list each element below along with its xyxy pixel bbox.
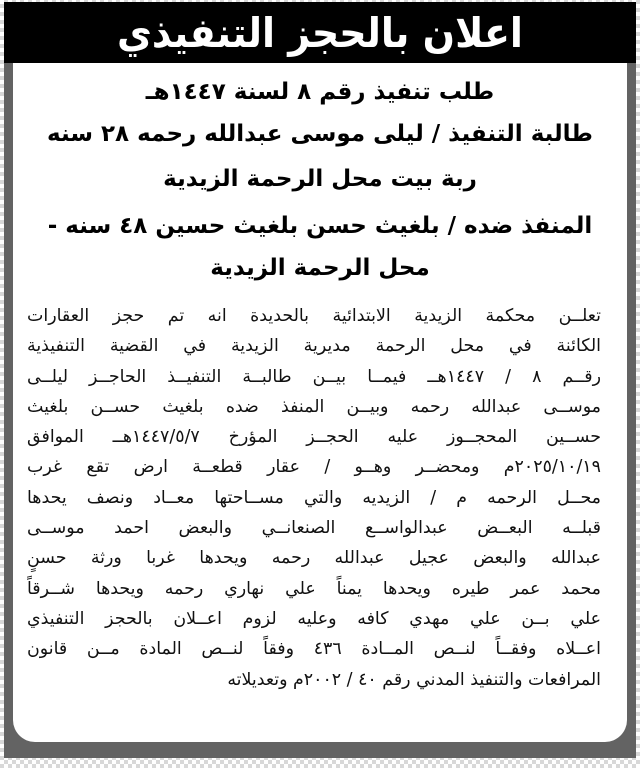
notice-title: اعلان بالحجز التنفيذي <box>117 8 523 57</box>
body-line: محــل الرحمه م / الزيديه والتي مســاحتها معــاد ونصف يحدها <box>27 487 601 508</box>
body-line: ٢٠٢٥/١٠/١٩م ومحضــر وهــو / عقار قطعــة ارض تقع غرب <box>27 457 601 478</box>
headline-applicant: طالبة التنفيذ / ليلى موسى عبدالله رحمه ٢٨ سنه <box>47 121 593 147</box>
body-line: تعلــن محكمة الزيدية الابتدائية بالحديدة انه تم حجز العقارات <box>27 306 601 326</box>
notice-body <box>27 301 601 695</box>
body-line: حســين المحجــوز عليه الحجــز المؤرخ ١٤٤٧/٥/٧هــ الموافق <box>27 427 601 448</box>
headline-execution-request: طلب تنفيذ رقم ٨ لسنة ١٤٤٧هـ <box>145 79 495 105</box>
body-line: عبدالله والبعض عجيل عبدالله رحمه ويحدها غربا ورثة حسنٍ <box>27 548 601 569</box>
body-line: اعــلاه وفقــاً لنــص المــادة ٤٣٦ وفقاً لنــص المادة مــن قانون <box>27 639 601 660</box>
body-line: رقــم ٨ / ١٤٤٧هــ فيمــا بيــن طالبــة التنفيــذ الحاجــز ليلــى <box>27 366 601 387</box>
body-line: موســى عبدالله رحمه وبيــن المنفذ ضده بلغيث حســن بلغيث <box>27 396 601 417</box>
headline-applicant-occupation: ربة بيت محل الرحمة الزيدية <box>163 166 477 192</box>
notice-panel <box>13 63 627 742</box>
body-line: علي بــن علي مهدي كافه وعليه لزوم اعــلان بالحجز التنفيذي <box>27 608 601 629</box>
headline-defendant: المنفذ ضده / بلغيث حسن بلغيث حسين ٤٨ سنه - <box>47 213 593 239</box>
headline-defendant-address: محل الرحمة الزيدية <box>210 255 430 281</box>
body-line: محمد عمر طيره ويحدها يمناً علي نهاري رحمه ويحدها شــرقاً <box>27 578 601 599</box>
body-line: الكائنة في محل الرحمة مديرية الزيدية في القضية التنفيذية <box>27 336 601 357</box>
body-line: قبلــه البعــض عبدالواســع الصنعانــي والبعض احمد موســى <box>27 518 601 539</box>
notice-header <box>4 2 636 63</box>
notice-frame <box>4 2 636 758</box>
body-line: المرافعات والتنفيذ المدني رقم ٤٠ / ٢٠٠٢م وتعديلاته <box>227 669 601 690</box>
